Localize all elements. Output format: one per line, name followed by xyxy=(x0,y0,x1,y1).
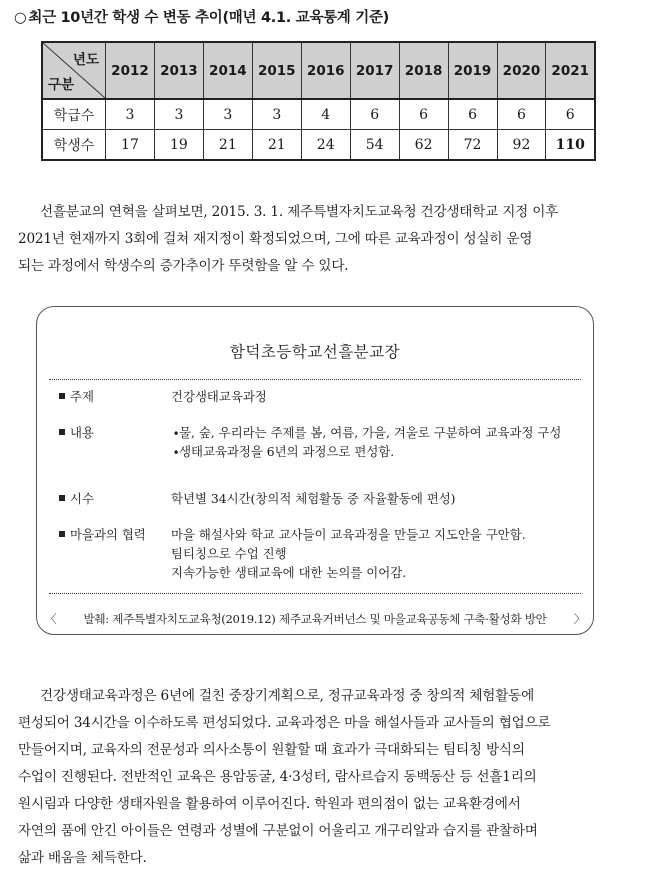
card-title: 함덕초등학교선흘분교장 xyxy=(229,343,401,361)
table-cell: 3 xyxy=(154,99,203,130)
source-text: 발췌: 제주특별자치도교육청(2019.12) 제주교육거버넌스 및 마을교육공동체 구축·활성화 방안 xyxy=(83,612,547,626)
paragraph-line: 건강생태교육과정은 6년에 걸친 중장기계획으로, 정규교육과정 중 창의적 체험활동에 xyxy=(40,688,535,704)
year-header: 2015 xyxy=(252,42,301,99)
table-cell-highlight: 110 xyxy=(546,130,595,161)
year-header: 2019 xyxy=(448,42,497,99)
table-cell: 4 xyxy=(301,99,350,130)
item-value xyxy=(171,387,576,406)
circle-bullet-icon: ○ xyxy=(14,10,27,26)
paragraph-line: 자연의 품에 안긴 아이들은 연령과 성별에 구분없이 어울리고 개구리알과 습지를 관찰하며 xyxy=(18,823,538,839)
square-bullet-icon xyxy=(59,429,65,435)
table-corner-cell xyxy=(42,42,106,99)
table-cell: 54 xyxy=(350,130,399,161)
student-count-table xyxy=(41,41,596,161)
table-cell: 3 xyxy=(252,99,301,130)
item-key xyxy=(59,387,179,406)
angle-open-icon: 〈 xyxy=(45,612,57,626)
row-label: 학급수 xyxy=(42,99,106,130)
year-header: 2018 xyxy=(399,42,448,99)
table-cell: 72 xyxy=(448,130,497,161)
paragraph-line: 2021년 현재까지 3회에 걸쳐 재지정이 확정되었으며, 그에 따른 교육과정이 성실히 운영 xyxy=(18,231,533,247)
table-cell: 62 xyxy=(399,130,448,161)
table-cell: 6 xyxy=(546,99,595,130)
table-cell: 6 xyxy=(350,99,399,130)
paragraph-line: 편성되어 34시간을 이수하도록 편성되었다. 교육과정은 마을 해설사들과 교사들의 협업으로 xyxy=(18,715,551,731)
item-line: 마을 해설사와 학교 교사들이 교육과정을 만들고 지도안을 구안함. xyxy=(171,527,526,542)
heading-text: 최근 10년간 학생 수 변동 추이(매년 4.1. 교육통계 기준) xyxy=(28,10,390,26)
item-key-label: 내용 xyxy=(70,425,94,440)
paragraph-line: 만들어지며, 교육자의 전문성과 의사소통이 원활할 때 효과가 극대화되는 팀티칭 방식의 xyxy=(18,742,525,758)
year-header: 2012 xyxy=(106,42,155,99)
paragraph-line: 원시림과 다양한 생태자원을 활용하여 이루어진다. 학원과 편의점이 없는 교육환경에서 xyxy=(18,796,521,812)
table-header-row xyxy=(42,42,595,99)
curriculum-paragraph xyxy=(18,683,626,872)
table-cell: 3 xyxy=(106,99,155,130)
item-value xyxy=(171,489,576,508)
year-header: 2021 xyxy=(546,42,595,99)
year-header: 2014 xyxy=(203,42,252,99)
square-bullet-icon xyxy=(59,393,65,399)
square-bullet-icon xyxy=(59,531,65,537)
table-cell: 6 xyxy=(399,99,448,130)
table-cell: 92 xyxy=(497,130,546,161)
table-cell: 21 xyxy=(252,130,301,161)
table-cell: 19 xyxy=(154,130,203,161)
corner-year-label: 년도 xyxy=(72,52,99,68)
item-key xyxy=(59,423,179,442)
curriculum-summary-card xyxy=(36,306,594,635)
year-header: 2013 xyxy=(154,42,203,99)
item-key-label: 마을과의 협력 xyxy=(70,527,146,542)
year-header: 2016 xyxy=(301,42,350,99)
item-value xyxy=(171,525,576,582)
item-value xyxy=(171,423,576,461)
table-cell: 17 xyxy=(106,130,155,161)
corner-category-label: 구분 xyxy=(48,77,75,93)
table-cell: 6 xyxy=(448,99,497,130)
paragraph-line: 삶과 배움을 체득한다. xyxy=(18,850,147,866)
item-line: 건강생태교육과정 xyxy=(171,389,267,404)
item-line: 학년별 34시간(창의적 체험활동 중 자율활동에 편성) xyxy=(171,491,456,506)
paragraph-line: 수업이 진행된다. 전반적인 교육은 용암동굴, 4·3성터, 람사르습지 동백동산 등 선흘1리의 xyxy=(18,769,537,785)
table-row-classes xyxy=(42,99,595,130)
item-key xyxy=(59,489,179,508)
source-citation xyxy=(45,611,585,627)
table-cell: 6 xyxy=(497,99,546,130)
section-heading xyxy=(14,6,634,27)
intro-paragraph xyxy=(18,199,626,280)
paragraph-line: 되는 과정에서 학생수의 증가추이가 뚜렷함을 알 수 있다. xyxy=(18,258,349,274)
table-cell: 21 xyxy=(203,130,252,161)
item-key xyxy=(59,525,179,544)
table-cell: 3 xyxy=(203,99,252,130)
square-bullet-icon xyxy=(59,495,65,501)
year-header: 2020 xyxy=(497,42,546,99)
item-point: ∙생태교육과정을 6년의 과정으로 편성함. xyxy=(173,444,395,459)
dotted-divider xyxy=(49,593,581,594)
item-key-label: 시수 xyxy=(70,491,94,506)
table-row-students xyxy=(42,130,595,161)
item-line: 지속가능한 생태교육에 대한 논의를 이어감. xyxy=(171,565,407,580)
year-header: 2017 xyxy=(350,42,399,99)
table-cell: 24 xyxy=(301,130,350,161)
dotted-divider xyxy=(49,379,581,380)
paragraph-line: 선흘분교의 연혁을 살펴보면, 2015. 3. 1. 제주특별자치도교육청 건강생태학교 지정 이후 xyxy=(40,204,559,220)
item-line: 팀티칭으로 수업 진행 xyxy=(171,546,287,561)
angle-close-icon: 〉 xyxy=(573,612,585,626)
item-key-label: 주제 xyxy=(70,389,94,404)
item-point: ∙물, 숲, 우리라는 주제를 봄, 여름, 가을, 겨울로 구분하여 교육과정 구성 xyxy=(173,425,562,440)
row-label: 학생수 xyxy=(42,130,106,161)
